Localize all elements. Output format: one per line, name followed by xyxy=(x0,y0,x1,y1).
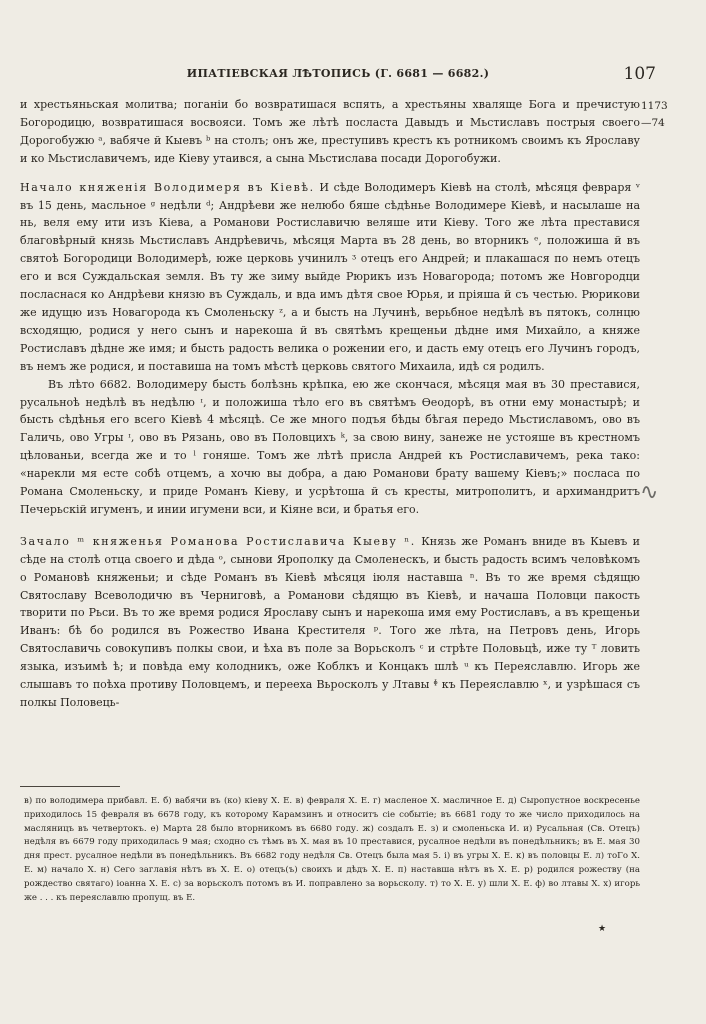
footnote-text: в) по володимера прибавл. Е. б) вабячи въ (ко) кіеву Х. Е. в) февраля Х. Е. г) масленое Х. масличное Е. д) Сыропустное воскресенье приходилось 15 февраля въ 6678 году, къ которому Карамзинъ и относитъ сіе событіе; въ 6681 году то же число приходилось на масляницъ въ четвертокъ. е) Марта 28 было вторникомъ въ 6680 году. ж) создалъ Е. з) и смоленьска И. и) Русальная (Св. Отецъ) недѣля въ 6679 году приходилась 9 мая; сходно съ тѣмъ въ Х. мая въ 10 преставися, русалное недѣли въ понедѣльникъ; въ Е. мая 30 дня прест. русалное недѣли въ понедѣльникъ. Въ 6682 году недѣля Св. Отецъ была мая 5. і) въ угры Х. Е. к) въ половцы Е. л) тоГо Х. Е. м) начало Х. н) Сего заглавія нѣтъ въ Х. Е. о) отецъ(ъ) своихъ и дѣдъ Х. Е. п) наставша нѣтъ въ Х. Е. р) родился рожеству (на рождество святаго) іоанна Х. Е. с) за ворьсколъ потомъ въ И. поправлено за ворьсколу. т) то Х. Е. у) шли Х. Е. ф) во лтавы Х. х) игорь же . . . къ переяславлю пропущ. въ Е. xyxy=(24,796,640,903)
paragraph-text: Князь же Романъ вниде въ Кыевъ и сѣде на столѣ отца своего и дѣда ᵒ, сынови Ярополку да Смоленескъ, и бысть радость всимъ человѣкомъ о Романовѣ княженьи; и сѣде Романъ въ Кіевѣ мѣсяця іюля наставша ⁿ. Въ то же время сѣдящю Святославу Всеволодичю въ Черниговѣ, а Романови сѣдящю въ Кіевѣ, и начаша Половци пакость творити по Рьси. Въ то же время родися Ярославу сынъ и нарекоша имя ему Ростиславъ, а въ крещеньи Иванъ: бѣ бо родился въ Рожество Ивана Крестителя ᵖ. Того же лѣта, на Петровъ день, Игорь Святославичь совокупивъ полкы свои, и ѣха въ поле за Ворьсколъ ᶜ и стрѣте Половьцѣ, иже ту ᵀ ловить языка, изъимѣ ѣ; и повѣда ему колодникъ, оже Коблкъ и Концакъ шлѣ ᵘ къ Переяславлю. Игорь же слышавъ то поѣха противу Половцемъ, и перееха Вьросколъ у Лтавы ᶲ къ Переяславлю ˣ, и узрѣшася съ полкы Половець- xyxy=(20,534,640,709)
footnote-rule xyxy=(20,786,120,787)
margin-year: 1173 xyxy=(641,100,668,112)
paragraph: Въ лѣто 6682. Володимеру бысть болѣзнь крѣпка, ею же скончася, мѣсяця мая въ 30 преставися, русальноѣ недѣлѣ въ недѣлю ᶦ, и положиша тѣло его въ святѣмъ Ѳеодорѣ, въ отни ему монастырѣ; и бысть сѣдѣнья его всего Кіевѣ 4 мѣсяцѣ. Се же много подъя бѣды бѣгая передо Мьстиславомъ, ово въ Галичь, ово Угры ᶦ, ово въ Рязань, ово въ Половцихъ ᵏ, за свою вину, занеже не устояше въ крестномъ цѣлованьи, всегда же и то ˡ гоняше. Томъ же лѣтѣ присла Андрей къ Ростиславичемъ, река тако: «нарекли мя есте собѣ отцемъ, а хочю вы добра, а даю Романови брату вашему Кіевъ;» посласа по Романа Смоленьску, и приде Романъ Кіеву, и усрѣтоша й съ кресты, митрополитъ, и архимандритъ Печерьскій игуменъ, и инии игумени вси, и Кіяне вси, и братья его. xyxy=(20,377,640,516)
margin-year-notes xyxy=(641,98,668,132)
paragraph xyxy=(20,179,640,376)
paragraph-text: И сѣде Володимеръ Кіевѣ на столѣ, мѣсяця февраря ᵛ въ 15 день, масльное ᵍ недѣли ᵈ; Андрѣеви же нелюбо бяше сѣдѣнье Володимере Кіевѣ, и насылаше на нь, веля ему ити изъ Кіева, а Романови Ростиславичю веляше ити Кіеву. Того же лѣта преставися благовѣрный князь Мьстиславъ Андрѣевичь, мѣсяця Марта въ 28 день, во вторникъ ᵉ, положиша й въ святоѣ Богородици Володимерѣ, юже церковь учинилъ ᶾ отецъ его Андрей; и плакашася по немъ отецъ его и вся Суждальская земля. Въ ту же зиму выйде Рюрикъ изъ Новагорода; потомъ же Новгородци посласнася ко Андрѣеви князю въ Суждаль, и вда имъ дѣтя свое Юрья, и пріяша й съ честью. Рюрикови же идущю изъ Новагорода къ Смоленьску ᶻ, а и бысть на Лучинѣ, верьбное недѣлѣ въ пятокъ, солнцю всходящю, родися у него сынъ и нарекоша й въ святѣмъ крещеньи дѣдне имя Михайло, а княже Ростиславъ дѣдне же имя; и бысть радость велика о рожении его, и дасть ему отецъ его Лучинъ городъ, въ немъ же родися, и поставиша на томъ мѣстѣ церковь святого Михаила, идѣ ся родилъ. xyxy=(20,180,641,373)
section-heading: Начало княженія Володимеря въ Кіевѣ. xyxy=(20,180,315,194)
margin-year-range: —74 xyxy=(641,117,665,129)
running-header xyxy=(20,64,656,86)
page-number: 107 xyxy=(623,64,656,84)
star-mark-icon: ★ xyxy=(598,924,607,934)
pencil-mark-icon: ∿ xyxy=(640,480,659,505)
paragraph xyxy=(20,533,640,712)
page-title: ИПАТІЕВСКАЯ ЛѢТОПИСЬ (Г. 6681 — 6682.) xyxy=(186,67,490,80)
paragraph: и хрестьяньская молитва; поганіи бо возвратишася вспять, а хрестьяны хвалящe Бога и пречистую Богородицю, возвратишася восвояси. Томъ же лѣтѣ посласта Давыдъ и Мьстиславъ пострыя своего Дорогобужю ᵃ, вабяче й Кыевъ ᵇ на столъ; онъ же, преступивъ крестъ къ ротникомъ своимъ къ Ярославу и ко Мьстиславичемъ, иде Кіеву утаився, а сына Мьстислава посади Дорогобужи. xyxy=(20,98,640,165)
footnotes xyxy=(24,795,640,905)
section-heading: Зачало ᵐ княженья Романова Ростиславича Кыеву ⁿ. xyxy=(20,534,416,548)
chronicle-text xyxy=(20,96,640,712)
